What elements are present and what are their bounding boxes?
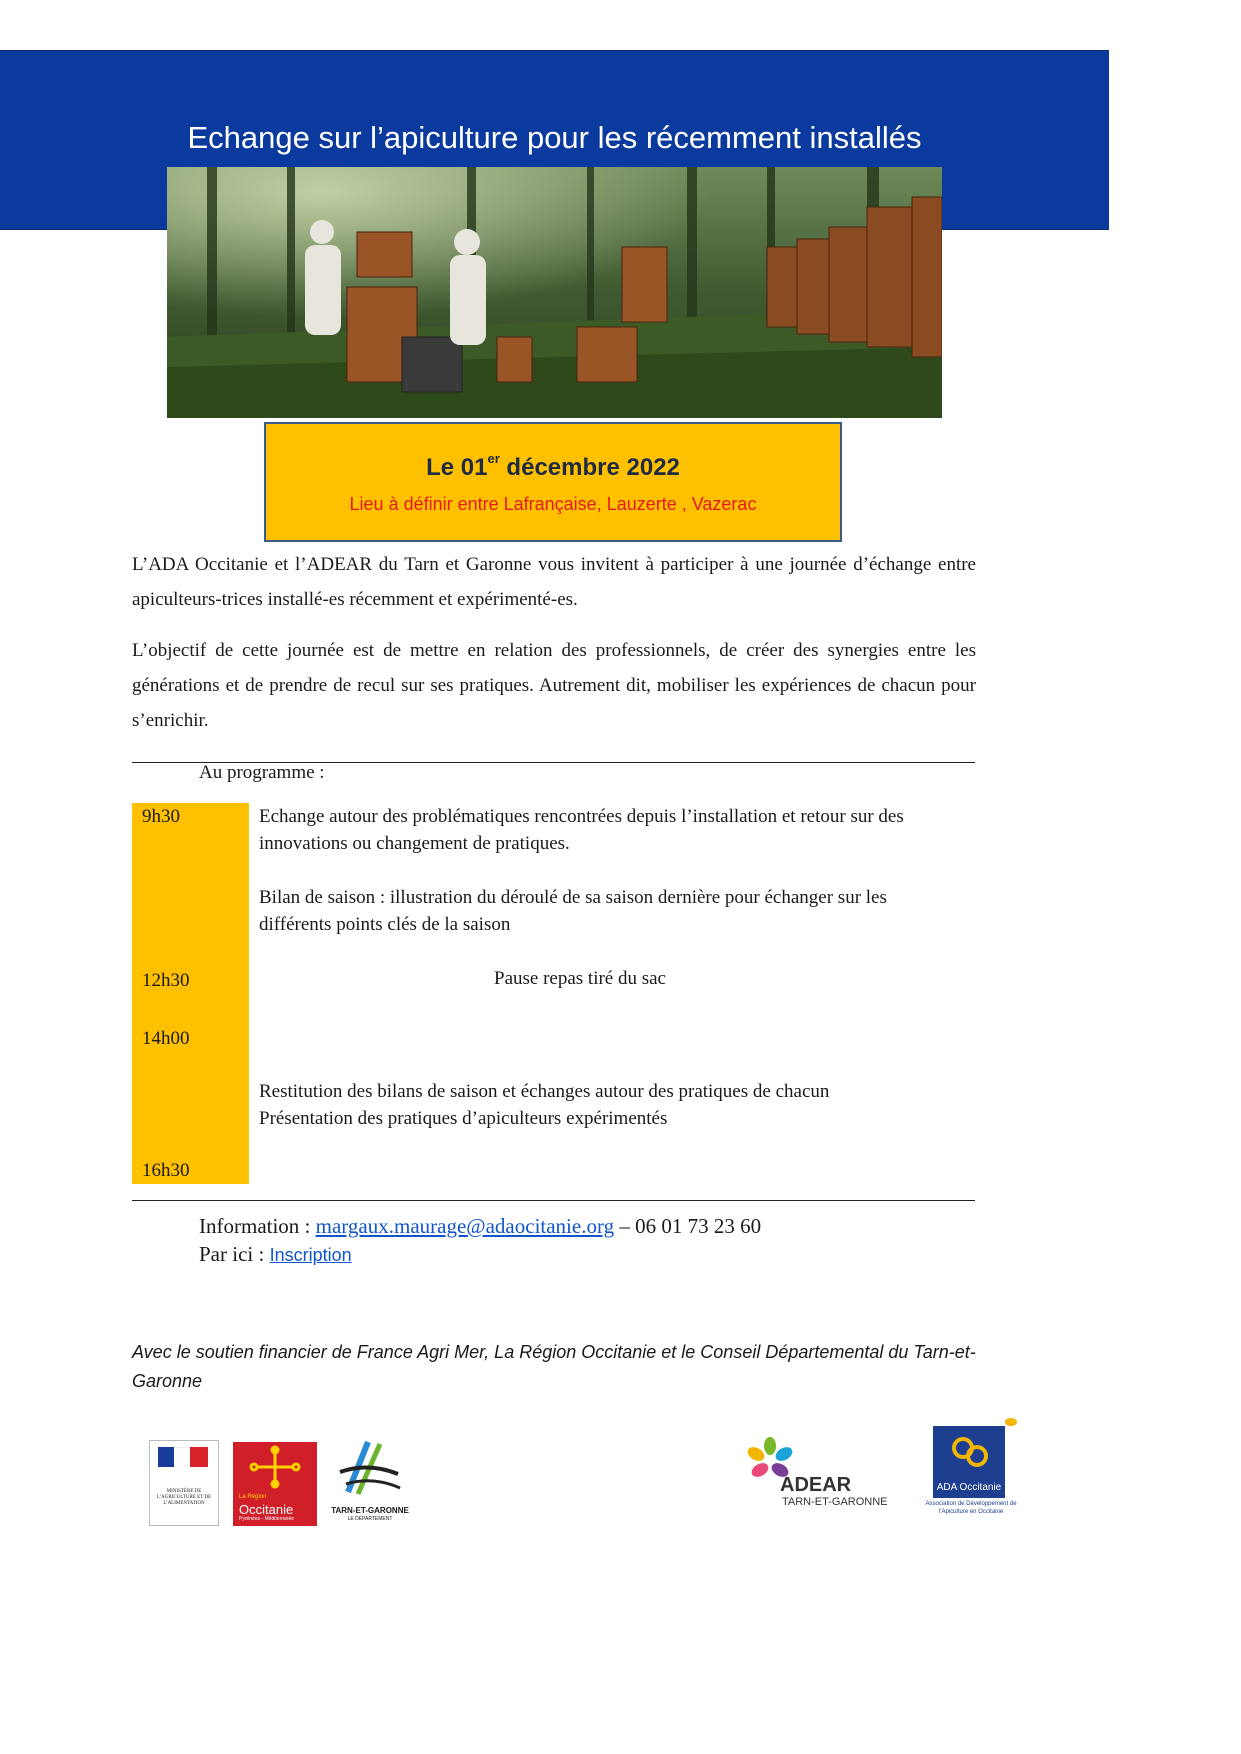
adear-sub: TARN-ET-GARONNE: [782, 1496, 888, 1508]
date-box: [264, 422, 842, 542]
page-title: Echange sur l’apiculture pour les récemment installés: [187, 120, 922, 155]
divider-bottom: [132, 1200, 975, 1201]
ada-occitanie-logo: [925, 1418, 1025, 1524]
registration-line: [199, 1240, 761, 1269]
programme-item-2: Bilan de saison : illustration du déroulé de sa saison dernière pour échanger sur les différents points clés de la saison: [259, 887, 887, 935]
time-14h00: 14h00: [142, 1028, 190, 1049]
info-phone: – 06 01 73 23 60: [614, 1214, 762, 1238]
ada-square: [933, 1426, 1005, 1498]
occitan-cross-icon: [233, 1442, 317, 1492]
beekeepers-photo: [167, 167, 942, 418]
date-suffix: décembre 2022: [499, 454, 680, 481]
programme-pause: Pause repas tiré du sac: [494, 968, 666, 989]
programme-label: Au programme :: [199, 762, 325, 783]
date-prefix: Le 01: [426, 454, 488, 481]
time-12h30: 12h30: [142, 970, 190, 991]
event-place: Lieu à définir entre Lafrançaise, Lauzerte , Vazerac: [349, 494, 757, 514]
info-block: [199, 1212, 761, 1269]
programme-item-1: Echange autour des problématiques rencontrées depuis l’installation et retour sur des innovations ou changement de pratiques.: [259, 806, 904, 854]
ada-name: ADA Occitanie: [936, 1482, 1002, 1493]
email-link[interactable]: margaux.maurage@adaocitanie.org: [315, 1214, 615, 1238]
region-sub2: Pyrénées - Méditerranée: [239, 1516, 295, 1522]
date-sup: er: [487, 451, 500, 466]
support-note: Avec le soutien financier de France Agri Mer, La Région Occitanie et le Conseil Départemental du Tarn-et-Garonne: [132, 1342, 976, 1391]
intro-paragraph-1: L’ADA Occitanie et l’ADEAR du Tarn et Garonne vous invitent à participer à une journée d’échange entre apiculteurs-trices installé-es récemment et expérimenté-es.: [132, 554, 976, 610]
time-9h30: 9h30: [142, 806, 180, 827]
programme-item-4: Présentation des pratiques d’apiculteurs expérimentés: [259, 1108, 668, 1129]
adear-logo: [740, 1434, 890, 1520]
region-name: Occitanie: [239, 1502, 294, 1517]
ministere-logo: [149, 1440, 219, 1526]
adear-name: ADEAR: [780, 1474, 852, 1496]
tarn-emblem-icon: [328, 1432, 412, 1502]
tarn-et-garonne-logo: [328, 1432, 412, 1524]
intro-paragraph-2: L’objectif de cette journée est de mettre en relation des professionnels, de créer des synergies entre les générations et de prendre de recul sur ses pratiques. Autrement dit, mobiliser les expériences de chacun pour s’enrichir.: [132, 640, 976, 731]
tarn-name: TARN-ET-GARONNE: [331, 1506, 409, 1515]
programme-item-3: Restitution des bilans de saison et échanges autour des pratiques de chacun: [259, 1081, 830, 1102]
info-label: Information :: [199, 1214, 316, 1238]
inscription-link[interactable]: Inscription: [269, 1245, 352, 1265]
honeycomb-icon: [933, 1426, 1005, 1482]
event-date: [266, 451, 840, 482]
time-column: [132, 803, 249, 1184]
par-ici-label: Par ici :: [199, 1242, 270, 1266]
region-sub: La Région: [239, 1494, 267, 1500]
ministere-text: MINISTÈRE DE L’AGRICULTURE ET DE L’ALIMENTATION: [156, 1489, 212, 1506]
tarn-sub: LE DÉPARTEMENT: [347, 1516, 393, 1522]
time-16h30: 16h30: [142, 1160, 190, 1181]
bee-icon: [1005, 1418, 1017, 1426]
ada-sub: Association de Développement de l’Apiculture en Occitanie: [925, 1501, 1017, 1515]
info-line: [199, 1212, 761, 1240]
region-occitanie-logo: [233, 1442, 317, 1526]
